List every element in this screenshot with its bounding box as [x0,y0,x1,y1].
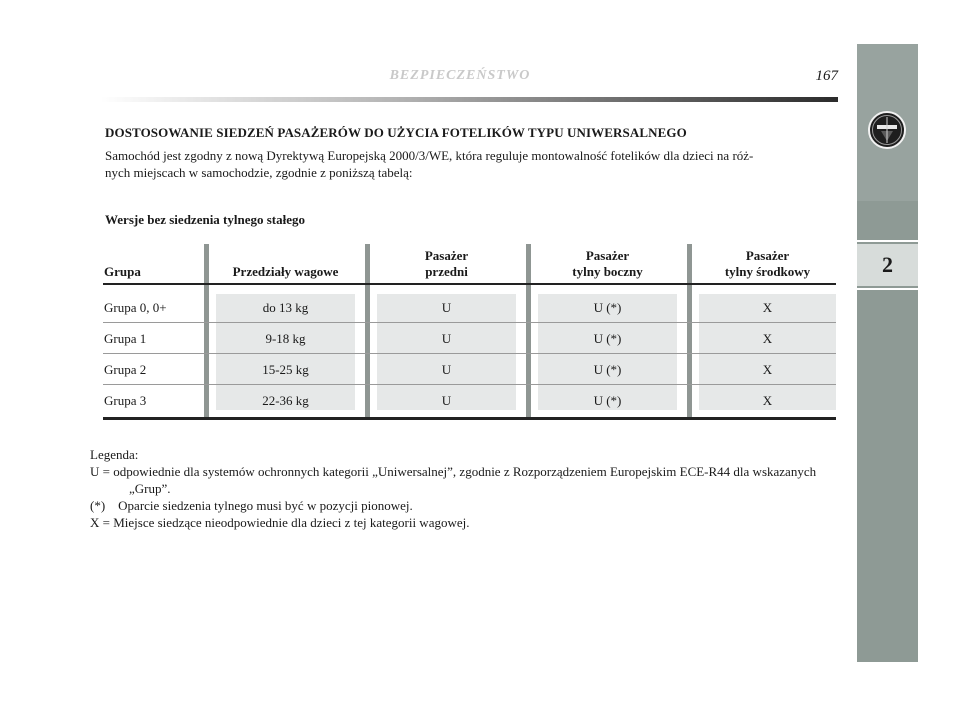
row-rule [103,353,836,354]
chapter-tab[interactable] [857,244,918,286]
sidebar-separator [857,240,918,242]
row-rule [103,322,836,323]
cell-rear-center: X [762,330,773,346]
cell-weight: do 13 kg [262,299,309,315]
chapter-number: 2 [882,252,893,277]
column-divider [687,244,692,420]
header-rule [100,97,838,102]
page-number: 167 [815,68,838,84]
cell-group: Grupa 0, 0+ [104,299,167,315]
intro-line: nych miejscach w samochodzie, zgodnie z poniższą tabelą: [105,165,413,180]
header-front [377,244,516,280]
header-rear-side [538,244,677,280]
cell-front: U [441,330,452,346]
cell-group: Grupa 3 [104,392,147,408]
intro-paragraph [105,147,837,181]
header-text: Przedziały wagowe [232,264,339,279]
legend [90,446,838,531]
header-text: tylny boczny [572,264,643,279]
legend-x: X = Miejsce siedzące nieodpowiednie dla dzieci z tej kategorii wagowej. [90,515,470,530]
cell-rear-center: X [762,299,773,315]
cell-front: U [441,361,452,377]
cell-weight: 9-18 kg [265,330,306,346]
cell-rear-side: U (*) [593,330,622,346]
header-text: Grupa [104,264,141,279]
main-title: DOSTOSOWANIE SIEDZEŃ PASAŻERÓW DO UŻYCIA FOTELIKÓW TYPU UNIWERSALNEGO [105,125,687,140]
lancia-shield-icon [867,110,907,150]
cell-weight: 15-25 kg [262,361,309,377]
sidebar-logo-area [857,44,918,201]
row-rule [103,384,836,385]
legend-u-continued: „Grup”. [129,481,171,496]
legend-u: U = odpowiednie dla systemów ochronnych kategorii „Uniwersalnej”, zgodnie z Rozporządzeniem Europejskim ECE-R44 dla wskazanych [90,464,817,479]
header-group [104,244,202,280]
sidebar-separator [857,288,918,290]
cell-weight: 22-36 kg [262,392,309,408]
header-rule [103,283,836,285]
table-bottom-rule [103,417,836,420]
header-text: przedni [425,264,468,279]
cell-rear-center: X [762,392,773,408]
column-divider [526,244,531,420]
column-divider [204,244,209,420]
header-text: Pasażer [745,248,790,263]
legend-label: Legenda: [90,447,139,462]
cell-rear-side: U (*) [593,299,622,315]
chapter-sidebar [857,44,918,662]
header-text: Pasażer [585,248,630,263]
cell-rear-center: X [762,361,773,377]
intro-line: Samochód jest zgodny z nową Dyrektywą Europejską 2000/3/WE, która reguluje montowalność fotelików dla dzieci na róż- [105,148,754,163]
cell-front: U [441,392,452,408]
header-text: tylny środkowy [724,264,811,279]
cell-front: U [441,299,452,315]
header-text: Pasażer [424,248,469,263]
cell-group: Grupa 2 [104,361,147,377]
section-title: BEZPIECZEŃSTWO [389,68,531,83]
column-divider [365,244,370,420]
header-weight [216,244,355,280]
header-rear-center [699,244,836,280]
legend-star: (*) Oparcie siedzenia tylnego musi być w pozycji pionowej. [90,498,413,513]
cell-rear-side: U (*) [593,392,622,408]
cell-rear-side: U (*) [593,361,622,377]
child-seat-table [103,244,836,420]
cell-group: Grupa 1 [104,330,147,346]
table-subtitle: Wersje bez siedzenia tylnego stałego [105,212,306,227]
